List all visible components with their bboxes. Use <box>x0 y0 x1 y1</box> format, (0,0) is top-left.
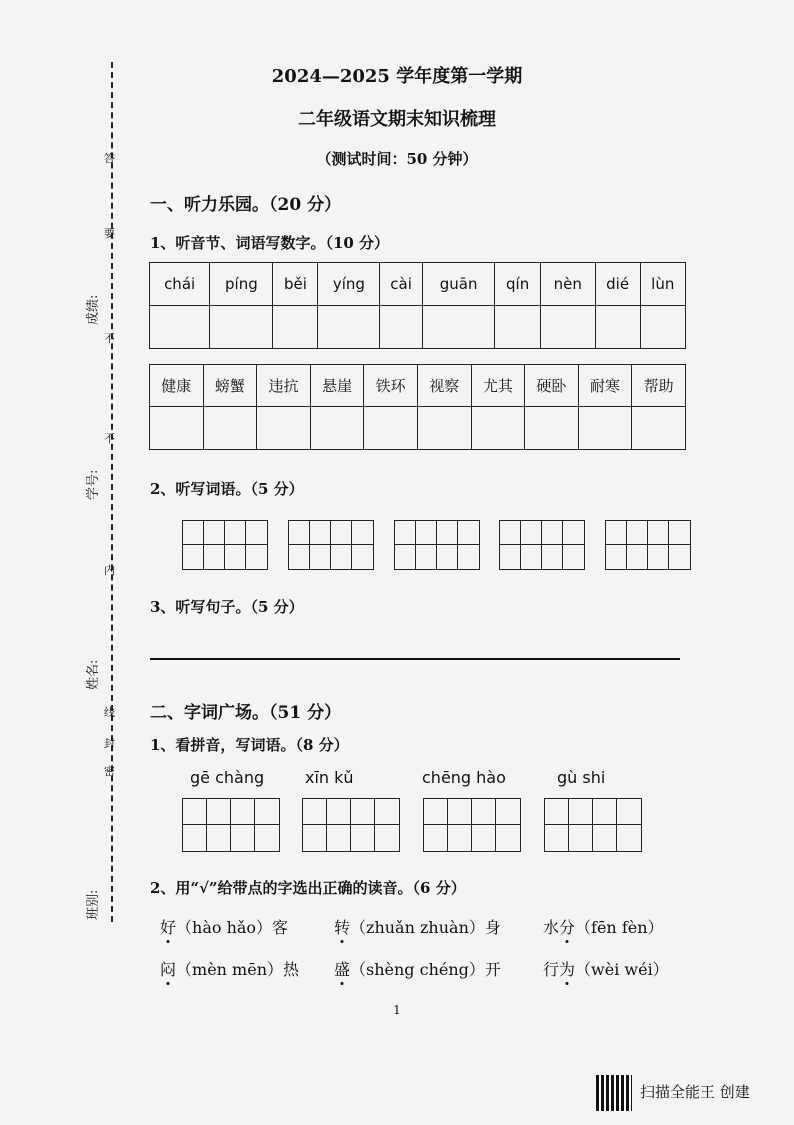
dictation-word-box[interactable] <box>499 520 585 570</box>
word-writing-box[interactable] <box>302 798 400 852</box>
word-cell: 帮助 <box>632 365 686 407</box>
binding-dashed-line <box>111 62 113 922</box>
word-cell: 螃蟹 <box>203 365 257 407</box>
score-label: 成绩: <box>86 294 101 325</box>
seal-char-need: 要 <box>104 227 115 240</box>
exam-title-term: 2024—2025 学年度第一学期 <box>271 66 523 87</box>
answer-cell[interactable] <box>203 407 257 450</box>
answer-cell[interactable] <box>471 407 525 450</box>
answer-cell[interactable] <box>632 407 686 450</box>
pinyin-cell: chái <box>150 263 210 306</box>
pinyin-cell: běi <box>273 263 318 306</box>
pinyin-prompt: gù shi <box>557 768 606 787</box>
dictation-word-box[interactable] <box>182 520 268 570</box>
word-writing-box[interactable] <box>182 798 280 852</box>
s1-q2-title: 2、听写词语。（5 分） <box>150 480 304 498</box>
pinyin-cell: dié <box>595 263 640 306</box>
word-number-table <box>149 364 686 450</box>
s1-q3-title: 3、听写句子。（5 分） <box>150 598 304 616</box>
class-label: 班别: <box>86 889 101 920</box>
answer-cell[interactable] <box>273 306 318 349</box>
answer-cell[interactable] <box>257 407 311 450</box>
dictation-word-box[interactable] <box>394 520 480 570</box>
answer-cell[interactable] <box>640 306 685 349</box>
student-number-label: 学号: <box>86 469 101 500</box>
pinyin-cell: cài <box>380 263 422 306</box>
seal-char-not-2: 不 <box>104 432 115 445</box>
pronunciation-choice[interactable]: 盛（shèng chéng）开 <box>334 960 501 979</box>
answer-cell[interactable] <box>364 407 418 450</box>
word-writing-box[interactable] <box>544 798 642 852</box>
word-writing-box[interactable] <box>423 798 521 852</box>
answer-cell[interactable] <box>150 306 210 349</box>
exam-time: （测试时间：50 分钟） <box>316 150 478 168</box>
word-cell: 悬崖 <box>310 365 364 407</box>
name-label: 姓名: <box>86 659 101 690</box>
pinyin-cell: lùn <box>640 263 685 306</box>
seal-char-secret: 密 <box>104 765 115 778</box>
pronunciation-choice[interactable]: 转（zhuǎn zhuàn）身 <box>334 918 501 937</box>
answer-cell[interactable] <box>417 407 471 450</box>
answer-cell[interactable] <box>495 306 540 349</box>
word-cell: 违抗 <box>257 365 311 407</box>
pronunciation-choice[interactable]: 水分（fēn fèn） <box>543 918 664 937</box>
word-cell: 尤其 <box>471 365 525 407</box>
scanner-brand: 扫描全能王 创建 <box>640 1083 750 1101</box>
word-cell: 视察 <box>417 365 471 407</box>
qr-code-icon <box>596 1075 632 1111</box>
answer-cell[interactable] <box>310 407 364 450</box>
answer-cell[interactable] <box>318 306 380 349</box>
dictation-word-box[interactable] <box>288 520 374 570</box>
answer-cell[interactable] <box>422 306 495 349</box>
answer-cell[interactable] <box>210 306 273 349</box>
word-cell: 健康 <box>150 365 204 407</box>
pinyin-cell: guān <box>422 263 495 306</box>
answer-cell[interactable] <box>595 306 640 349</box>
s2-q1-title: 1、看拼音，写词语。（8 分） <box>150 736 349 754</box>
pinyin-cell: qín <box>495 263 540 306</box>
pinyin-cell: yíng <box>318 263 380 306</box>
sentence-answer-line[interactable] <box>150 658 680 660</box>
seal-char-line: 线 <box>104 706 115 719</box>
pinyin-cell: píng <box>210 263 273 306</box>
section1-title: 一、听力乐园。（20 分） <box>150 195 342 215</box>
section2-title: 二、字词广场。（51 分） <box>150 703 342 723</box>
pinyin-prompt: gē chàng <box>190 768 265 787</box>
pinyin-prompt: xīn kǔ <box>305 768 354 787</box>
seal-char-not-1: 不 <box>104 332 115 345</box>
dictation-word-box[interactable] <box>605 520 691 570</box>
answer-cell[interactable] <box>578 407 632 450</box>
word-cell: 铁环 <box>364 365 418 407</box>
seal-char-answer: 答 <box>104 152 115 165</box>
pronunciation-choice[interactable]: 好（hào hǎo）客 <box>160 918 289 937</box>
pronunciation-choice[interactable]: 闷（mèn mēn）热 <box>160 960 299 979</box>
seal-char-inside: 内 <box>104 564 115 577</box>
pinyin-prompt: chēng hào <box>422 768 506 787</box>
page-number: 1 <box>393 1003 401 1017</box>
pinyin-number-table <box>149 262 686 349</box>
s1-q1-title: 1、听音节、词语写数字。（10 分） <box>150 234 390 252</box>
answer-cell[interactable] <box>540 306 595 349</box>
seal-char-seal: 封 <box>104 737 115 750</box>
word-cell: 耐寒 <box>578 365 632 407</box>
answer-cell[interactable] <box>525 407 579 450</box>
answer-cell[interactable] <box>150 407 204 450</box>
answer-cell[interactable] <box>380 306 422 349</box>
word-cell: 硬卧 <box>525 365 579 407</box>
exam-title-subject: 二年级语文期末知识梳理 <box>298 109 496 130</box>
s2-q2-title: 2、用“√”给带点的字选出正确的读音。（6 分） <box>150 879 466 897</box>
pinyin-cell: nèn <box>540 263 595 306</box>
pronunciation-choice[interactable]: 行为（wèi wéi） <box>543 960 669 979</box>
